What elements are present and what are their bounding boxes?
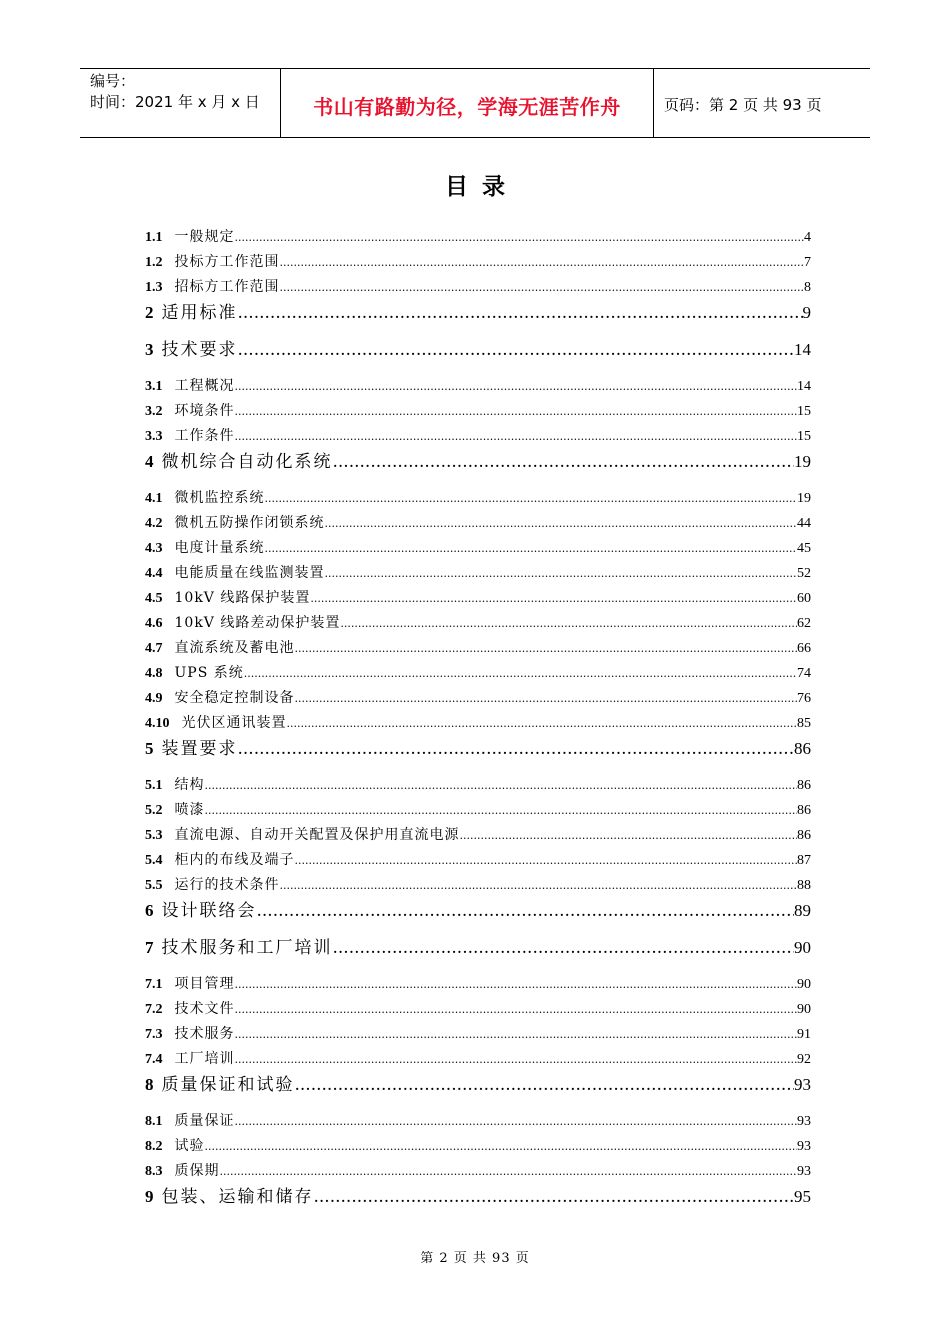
- toc-entry-number: 7.4: [145, 1052, 163, 1067]
- toc-entry-page: 45: [797, 541, 811, 556]
- toc-entry[interactable]: [145, 225, 811, 250]
- toc-entry-number: 4.2: [145, 516, 163, 531]
- toc-entry-number: 7.2: [145, 1002, 163, 1017]
- toc-leader-dots: [295, 686, 798, 711]
- toc-leader-dots: [460, 823, 798, 848]
- toc-leader-dots: [325, 511, 798, 536]
- toc-entry-page: 74: [797, 666, 811, 681]
- toc-entry[interactable]: [145, 686, 811, 711]
- toc-entry[interactable]: [145, 798, 811, 823]
- toc-entry[interactable]: [145, 611, 811, 636]
- toc-leader-dots: [238, 300, 803, 326]
- toc-entry[interactable]: [145, 823, 811, 848]
- toc-entry-page: 90: [797, 977, 811, 992]
- toc-entry-label: 一般规定: [174, 229, 235, 245]
- toc-entry-page: 19: [797, 491, 811, 506]
- toc-entry-number: 4: [145, 452, 154, 471]
- toc-entry-number: 1.3: [145, 280, 163, 295]
- toc-entry-number: 8: [145, 1075, 154, 1094]
- toc-entry-number: 2: [145, 303, 154, 322]
- toc-entry[interactable]: [145, 972, 811, 997]
- toc-entry-label: 运行的技术条件: [174, 877, 280, 893]
- toc-entry-label: 环境条件: [174, 403, 235, 419]
- toc-entry-page: 93: [797, 1164, 811, 1179]
- toc-leader-dots: [325, 561, 798, 586]
- toc-entry-label: 质量保证: [174, 1113, 235, 1129]
- toc-entry-page: 15: [797, 429, 811, 444]
- toc-entry-page: 86: [797, 803, 811, 818]
- toc-entry[interactable]: [145, 399, 811, 424]
- toc-entry-label: 光伏区通讯装置: [181, 715, 287, 731]
- toc-entry-number: 5.1: [145, 778, 163, 793]
- toc-entry[interactable]: [145, 773, 811, 798]
- toc-entry-label: 投标方工作范围: [174, 254, 280, 270]
- toc-leader-dots: [235, 374, 798, 399]
- toc-entry-label: 10kV 线路差动保护装置: [174, 615, 341, 631]
- toc-entry-number: 3.1: [145, 379, 163, 394]
- toc-entry[interactable]: [145, 935, 811, 972]
- header-time-label: 时间：2021 年 x 月 x 日: [90, 93, 260, 111]
- header-page-info: [654, 69, 870, 137]
- toc-entry-number: 5: [145, 739, 154, 758]
- toc-entry-number: 4.1: [145, 491, 163, 506]
- toc-entry[interactable]: [145, 337, 811, 374]
- header-code-label: 编号：: [90, 72, 136, 90]
- toc-entry-page: 91: [797, 1027, 811, 1042]
- toc-entry[interactable]: [145, 374, 811, 399]
- toc-entry[interactable]: [145, 536, 811, 561]
- toc-entry-label: 技术服务和工厂培训: [161, 938, 333, 958]
- toc-entry[interactable]: [145, 1184, 811, 1221]
- toc-title: 目录: [445, 174, 519, 200]
- toc-entry-number: 8.3: [145, 1164, 163, 1179]
- toc-leader-dots: [205, 1134, 798, 1159]
- toc-entry-page: 90: [794, 938, 811, 957]
- toc-entry[interactable]: [145, 736, 811, 773]
- toc-entry-page: 7: [804, 255, 811, 270]
- toc-entry[interactable]: [145, 661, 811, 686]
- toc-entry[interactable]: [145, 997, 811, 1022]
- toc-entry-label: 微机综合自动化系统: [161, 452, 333, 472]
- toc-entry-label: 电能质量在线监测装置: [174, 565, 325, 581]
- toc-entry-page: 8: [804, 280, 811, 295]
- toc-leader-dots: [238, 736, 795, 762]
- toc-entry-label: 10kV 线路保护装置: [174, 590, 311, 606]
- toc-entry-label: 包装、运输和储存: [161, 1187, 314, 1207]
- toc-leader-dots: [333, 935, 795, 961]
- toc-entry-page: 87: [797, 853, 811, 868]
- toc-entry-number: 4.3: [145, 541, 163, 556]
- toc-entry-label: 质量保证和试验: [161, 1075, 295, 1095]
- toc-entry-label: 喷漆: [174, 802, 205, 818]
- toc-entry-label: 柜内的布线及端子: [174, 852, 295, 868]
- toc-entry-number: 3.3: [145, 429, 163, 444]
- toc-leader-dots: [310, 586, 797, 611]
- toc-entry-label: 结构: [174, 777, 205, 793]
- toc-entry-number: 4.5: [145, 591, 163, 606]
- toc-entry-page: 19: [794, 452, 811, 471]
- toc-leader-dots: [280, 873, 798, 898]
- toc-entry-page: 9: [802, 303, 811, 322]
- toc-leader-dots: [295, 636, 798, 661]
- toc-entry-label: 工程概况: [174, 378, 235, 394]
- toc-entry-number: 3: [145, 340, 154, 359]
- header-slogan-text: 书山有路勤为径，学海无涯苦作舟: [313, 94, 621, 119]
- toc-entry-label: 装置要求: [161, 739, 238, 759]
- toc-entry-page: 93: [794, 1075, 811, 1094]
- toc-entry-label: UPS 系统: [174, 665, 244, 681]
- header-slogan: [281, 69, 654, 137]
- toc-entry[interactable]: [145, 873, 811, 898]
- toc-leader-dots: [235, 1022, 798, 1047]
- toc-entry-number: 8.2: [145, 1139, 163, 1154]
- toc-entry-label: 技术文件: [174, 1001, 235, 1017]
- toc-entry[interactable]: [145, 1159, 811, 1184]
- toc-entry-label: 安全稳定控制设备: [174, 690, 295, 706]
- toc-leader-dots: [235, 424, 798, 449]
- toc-entry-label: 直流系统及蓄电池: [174, 640, 295, 656]
- toc-leader-dots: [235, 1109, 798, 1134]
- toc-entry-page: 86: [794, 739, 811, 758]
- toc-leader-dots: [238, 337, 795, 363]
- toc-entry-number: 7: [145, 938, 154, 957]
- toc-entry-label: 技术服务: [174, 1026, 235, 1042]
- toc-entry-number: 5.3: [145, 828, 163, 843]
- toc-entry[interactable]: [145, 1022, 811, 1047]
- toc-entry-number: 4.6: [145, 616, 163, 631]
- toc-entry-page: 86: [797, 828, 811, 843]
- toc-entry-page: 14: [797, 379, 811, 394]
- toc-entry-label: 设计联络会: [161, 901, 257, 921]
- toc-leader-dots: [295, 848, 798, 873]
- toc-entry[interactable]: [145, 561, 811, 586]
- toc-entry[interactable]: [145, 300, 811, 337]
- toc-entry-page: 92: [797, 1052, 811, 1067]
- toc-entry-page: 93: [797, 1139, 811, 1154]
- page-header: [80, 68, 870, 138]
- toc-entry[interactable]: [145, 1134, 811, 1159]
- toc-entry-label: 适用标准: [161, 303, 238, 323]
- toc-entry-page: 95: [794, 1187, 811, 1206]
- toc-entry[interactable]: [145, 275, 811, 300]
- toc-entry[interactable]: [145, 898, 811, 935]
- toc-leader-dots: [257, 898, 795, 924]
- toc-entry-label: 电度计量系统: [174, 540, 265, 556]
- toc-entry-number: 5.4: [145, 853, 163, 868]
- toc-leader-dots: [235, 972, 798, 997]
- toc-entry-number: 8.1: [145, 1114, 163, 1129]
- toc-entry-number: 7.3: [145, 1027, 163, 1042]
- toc-leader-dots: [333, 449, 795, 475]
- toc-entry[interactable]: [145, 449, 811, 486]
- toc-entry-page: 60: [797, 591, 811, 606]
- toc-entry-number: 1.2: [145, 255, 163, 270]
- toc-entry[interactable]: [145, 486, 811, 511]
- toc-entry-page: 89: [794, 901, 811, 920]
- toc-entry-page: 90: [797, 1002, 811, 1017]
- toc-leader-dots: [235, 225, 805, 250]
- toc-entry-number: 6: [145, 901, 154, 920]
- toc-entry-page: 66: [797, 641, 811, 656]
- toc-entry[interactable]: [145, 848, 811, 873]
- toc-leader-dots: [235, 1047, 798, 1072]
- toc-entry-page: 86: [797, 778, 811, 793]
- toc-leader-dots: [265, 536, 798, 561]
- toc-entry[interactable]: [145, 711, 811, 736]
- toc-entry-number: 4.8: [145, 666, 163, 681]
- toc-leader-dots: [280, 275, 805, 300]
- toc-entry-page: 4: [804, 230, 811, 245]
- toc-leader-dots: [220, 1159, 798, 1184]
- toc-entry-number: 4.9: [145, 691, 163, 706]
- table-of-contents: [145, 225, 811, 1221]
- toc-entry[interactable]: [145, 250, 811, 275]
- toc-entry-label: 直流电源、自动开关配置及保护用直流电源: [174, 827, 460, 843]
- toc-leader-dots: [287, 711, 798, 736]
- toc-entry-label: 质保期: [174, 1163, 220, 1179]
- toc-leader-dots: [235, 399, 798, 424]
- toc-entry-page: 44: [797, 516, 811, 531]
- toc-leader-dots: [314, 1184, 795, 1210]
- toc-leader-dots: [295, 1072, 795, 1098]
- toc-entry-page: 52: [797, 566, 811, 581]
- toc-entry-page: 88: [797, 878, 811, 893]
- header-meta: [80, 69, 281, 137]
- toc-entry-label: 招标方工作范围: [174, 279, 280, 295]
- page-footer: 第 2 页 共 93 页: [420, 1251, 530, 1266]
- toc-entry-label: 工厂培训: [174, 1051, 235, 1067]
- toc-leader-dots: [235, 997, 798, 1022]
- toc-leader-dots: [280, 250, 805, 275]
- toc-leader-dots: [205, 773, 798, 798]
- toc-entry-number: 1.1: [145, 230, 163, 245]
- toc-entry-page: 76: [797, 691, 811, 706]
- toc-entry[interactable]: [145, 1047, 811, 1072]
- toc-entry-label: 项目管理: [174, 976, 235, 992]
- toc-entry-label: 试验: [174, 1138, 205, 1154]
- toc-entry-number: 4.10: [145, 716, 170, 731]
- header-page-info-text: 页码：第 2 页 共 93 页: [664, 95, 822, 114]
- toc-entry-page: 62: [797, 616, 811, 631]
- toc-entry-number: 5.5: [145, 878, 163, 893]
- toc-leader-dots: [340, 611, 797, 636]
- toc-entry-number: 4.7: [145, 641, 163, 656]
- toc-entry-number: 9: [145, 1187, 154, 1206]
- toc-entry-page: 93: [797, 1114, 811, 1129]
- toc-entry[interactable]: [145, 1109, 811, 1134]
- toc-entry-page: 14: [794, 340, 811, 359]
- toc-entry-number: 4.4: [145, 566, 163, 581]
- toc-entry-label: 微机五防操作闭锁系统: [174, 515, 325, 531]
- toc-entry-page: 15: [797, 404, 811, 419]
- toc-leader-dots: [244, 661, 797, 686]
- toc-entry[interactable]: [145, 636, 811, 661]
- toc-entry-number: 3.2: [145, 404, 163, 419]
- toc-entry-number: 7.1: [145, 977, 163, 992]
- toc-entry[interactable]: [145, 424, 811, 449]
- toc-entry[interactable]: [145, 511, 811, 536]
- toc-entry-page: 85: [797, 716, 811, 731]
- toc-entry-label: 微机监控系统: [174, 490, 265, 506]
- toc-entry[interactable]: [145, 586, 811, 611]
- toc-entry-label: 工作条件: [174, 428, 235, 444]
- toc-leader-dots: [205, 798, 798, 823]
- toc-entry-label: 技术要求: [161, 340, 238, 360]
- toc-entry-number: 5.2: [145, 803, 163, 818]
- toc-leader-dots: [265, 486, 798, 511]
- toc-entry[interactable]: [145, 1072, 811, 1109]
